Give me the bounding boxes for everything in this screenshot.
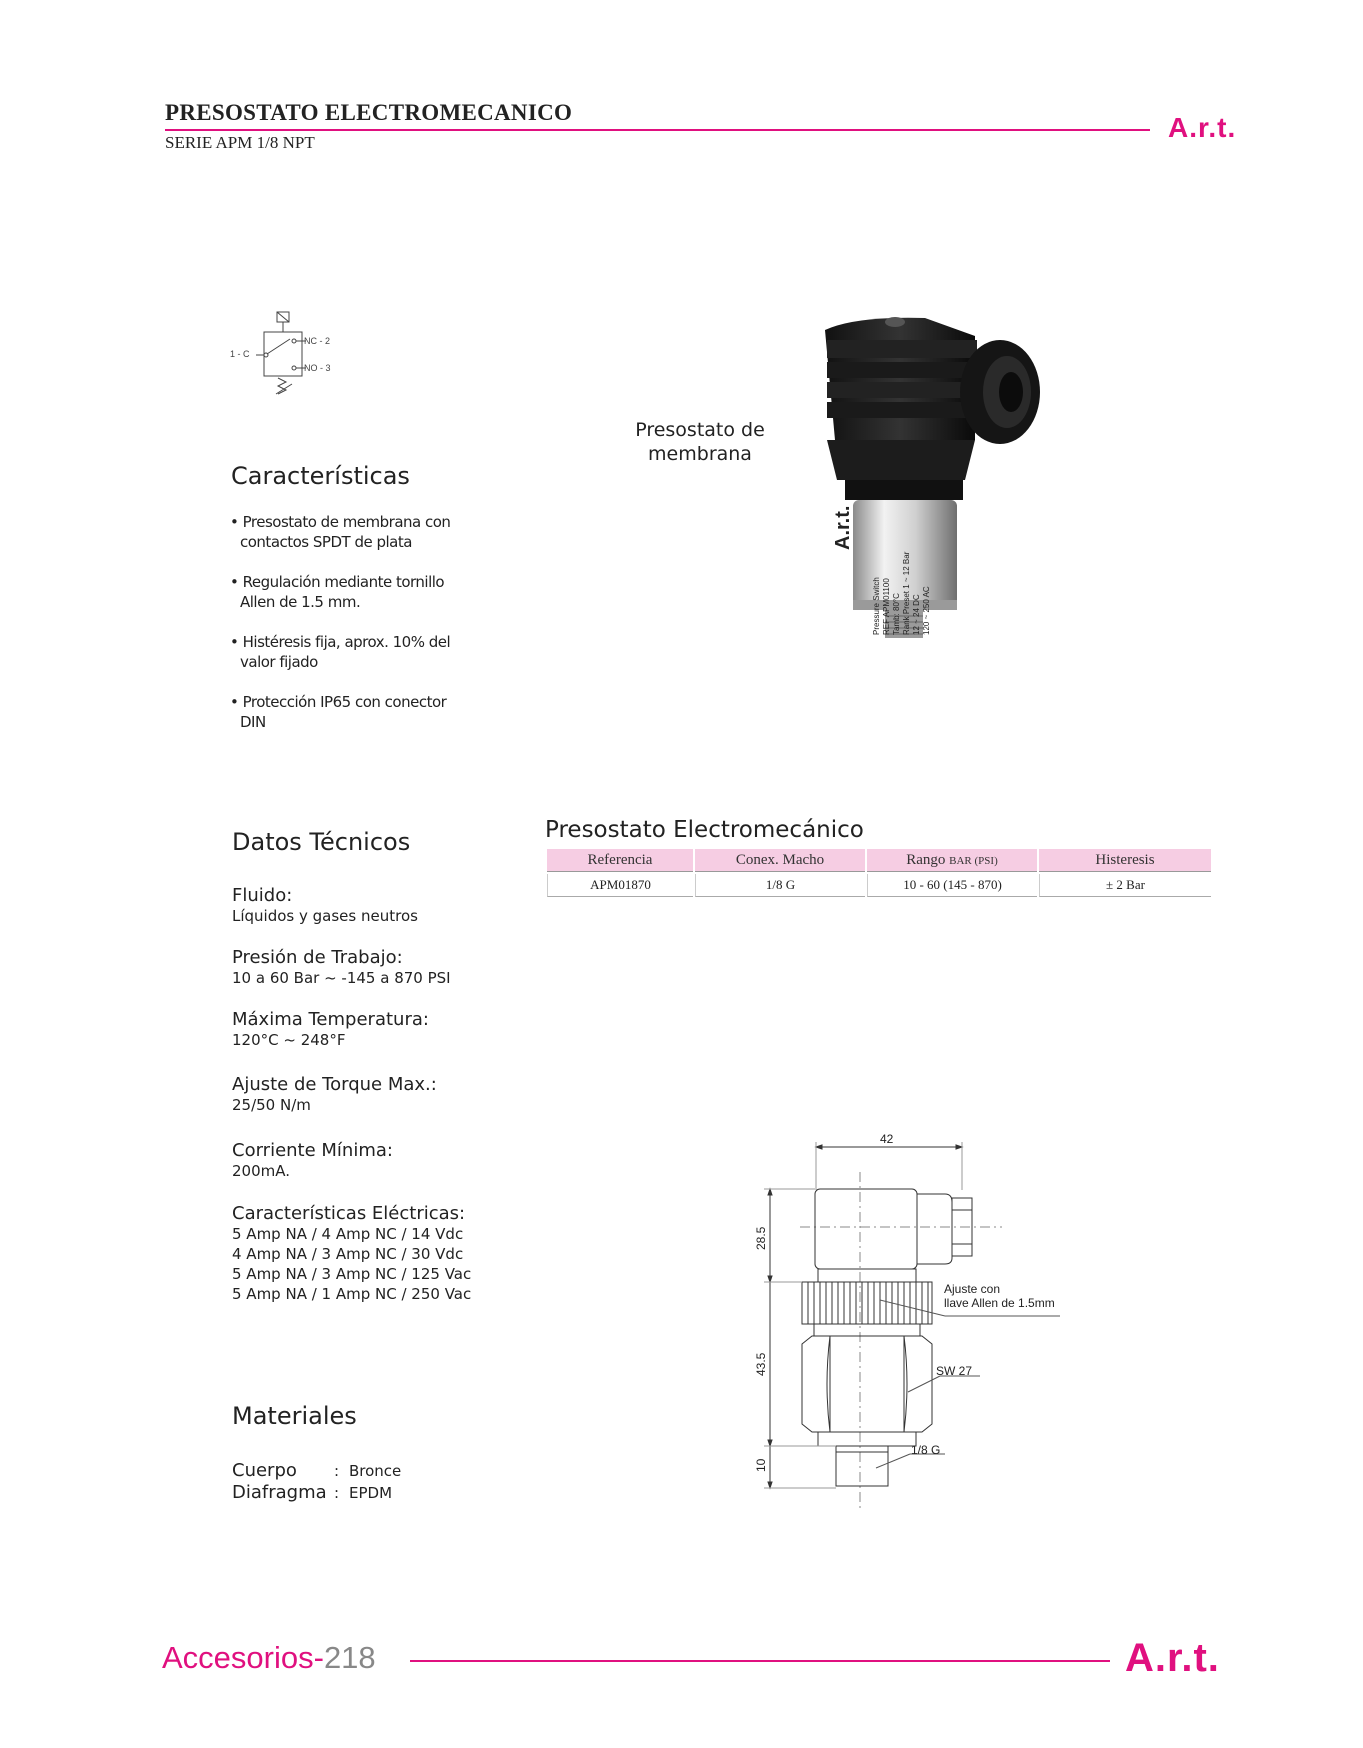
col-header-rango [867, 849, 1037, 872]
product-caption-line1: Presostato de [635, 419, 765, 441]
bullet-line: • Protección IP65 con conector [230, 693, 447, 711]
col-header-rango-label: Rango [906, 851, 946, 868]
materiales-row [232, 1482, 432, 1504]
footer-page-number: 218 [323, 1640, 376, 1675]
datos-heading: Datos Técnicos [232, 828, 411, 856]
spec-presion [232, 947, 451, 988]
product-body-line: Tamb: 80°C [892, 593, 901, 635]
footer-section-label: Accesorios- [162, 1640, 324, 1675]
spec-value: 25/50 N/m [232, 1096, 311, 1114]
bullet-line: contactos SPDT de plata [240, 533, 412, 551]
product-caption [600, 418, 800, 466]
spec-temperatura [232, 1009, 429, 1050]
material-value: EPDM [349, 1484, 393, 1502]
caracteristicas-heading: Características [231, 462, 410, 490]
header-rule [165, 129, 1150, 131]
note-allen-line1: Ajuste con [944, 1282, 1001, 1296]
caracteristicas-item [230, 572, 470, 612]
bullet-line: valor fijado [240, 653, 318, 671]
technical-drawing-svg [740, 1130, 1080, 1520]
spec-label: Corriente Mínima: [232, 1140, 393, 1161]
page-subtitle: SERIE APM 1/8 NPT [165, 133, 315, 152]
col-header-rango-unit: BAR (PSI) [949, 854, 998, 867]
footer-section [162, 1640, 376, 1676]
symbol-label-common: 1 - C [230, 349, 250, 359]
spec-value: 10 a 60 Bar ~ -145 a 870 PSI [232, 969, 451, 987]
spec-label: Máxima Temperatura: [232, 1009, 429, 1030]
dim-bottom: 10 [754, 1458, 768, 1472]
caracteristicas-item [230, 692, 470, 732]
dim-width: 42 [880, 1132, 894, 1146]
spec-label: Fluido: [232, 885, 293, 906]
spec-value: Líquidos y gases neutros [232, 907, 418, 925]
symbol-label-nc: NC - 2 [304, 336, 331, 346]
materiales-heading: Materiales [232, 1402, 357, 1430]
dim-mid: 43.5 [754, 1352, 768, 1376]
material-label: Cuerpo [232, 1460, 297, 1481]
spec-label: Características Eléctricas: [232, 1203, 466, 1224]
material-label: Diafragma [232, 1482, 327, 1503]
spec-value: 4 Amp NA / 3 Amp NC / 30 Vdc [232, 1245, 464, 1263]
spec-value: 5 Amp NA / 3 Amp NC / 125 Vac [232, 1265, 472, 1283]
caracteristicas-item [230, 512, 470, 552]
product-photo [815, 300, 1055, 650]
materiales-row [232, 1460, 432, 1482]
bullet-line: • Regulación mediante tornillo [230, 573, 445, 591]
product-body-line: Rank Preset 1 ~ 12 Bar [902, 551, 911, 635]
col-header-referencia: Referencia [547, 849, 693, 872]
footer-rule [410, 1660, 1110, 1662]
note-sw: SW 27 [936, 1364, 973, 1378]
product-body-line: 120 ~ 250 AC [922, 586, 931, 635]
bullet-line: • Histéresis fija, aprox. 10% del [230, 633, 451, 651]
note-thread: 1/8 G [911, 1443, 941, 1457]
symbol-label-no: NO - 3 [304, 363, 331, 373]
dim-top: 28.5 [754, 1226, 768, 1250]
spec-torque [232, 1074, 437, 1115]
table-row [547, 874, 1211, 897]
note-allen [944, 1282, 1055, 1310]
product-body-line: Pressure Switch [872, 577, 881, 635]
page-title: PRESOSTATO ELECTROMECANICO [165, 100, 573, 125]
footer-logo: A.r.t. [1125, 1636, 1220, 1680]
header-logo: A.r.t. [1168, 112, 1237, 143]
spec-value: 200mA. [232, 1162, 291, 1180]
product-table-grid [545, 847, 1213, 899]
table-header-row [547, 849, 1211, 872]
col-header-conex: Conex. Macho [695, 849, 865, 872]
bullet-line: Allen de 1.5 mm. [240, 593, 361, 611]
cell-histeresis: ± 2 Bar [1039, 874, 1211, 897]
cell-conex: 1/8 G [695, 874, 865, 897]
spec-label: Ajuste de Torque Max.: [232, 1074, 437, 1095]
table-heading: Presostato Electromecánico [545, 817, 864, 843]
spec-fluido [232, 885, 418, 926]
spec-electricas [232, 1203, 471, 1304]
col-header-histeresis: Histeresis [1039, 849, 1211, 872]
spec-value: 120°C ~ 248°F [232, 1031, 346, 1049]
technical-drawing [740, 1130, 1080, 1520]
spec-value: 5 Amp NA / 4 Amp NC / 14 Vdc [232, 1225, 464, 1243]
product-caption-line2: membrana [648, 443, 752, 465]
product-body-line: 12 ~ 24 DC [912, 594, 921, 635]
material-sep: : [334, 1484, 340, 1502]
note-allen-line2: llave Allen de 1.5mm [944, 1296, 1055, 1310]
material-value: Bronce [349, 1462, 402, 1480]
spec-label: Presión de Trabajo: [232, 947, 403, 968]
product-table [545, 847, 1213, 899]
cell-referencia: APM01870 [547, 874, 693, 897]
bullet-line: DIN [240, 713, 266, 731]
material-sep: : [334, 1462, 340, 1480]
bullet-line: • Presostato de membrana con [230, 513, 451, 531]
product-body-line: REF APM01100 [882, 578, 891, 635]
cell-rango: 10 - 60 (145 - 870) [867, 874, 1037, 897]
product-body-text [872, 525, 932, 635]
product-body-brand: A.r.t. [832, 505, 854, 550]
caracteristicas-item [230, 632, 470, 672]
spec-value: 5 Amp NA / 1 Amp NC / 250 Vac [232, 1285, 472, 1303]
spec-corriente [232, 1140, 393, 1181]
